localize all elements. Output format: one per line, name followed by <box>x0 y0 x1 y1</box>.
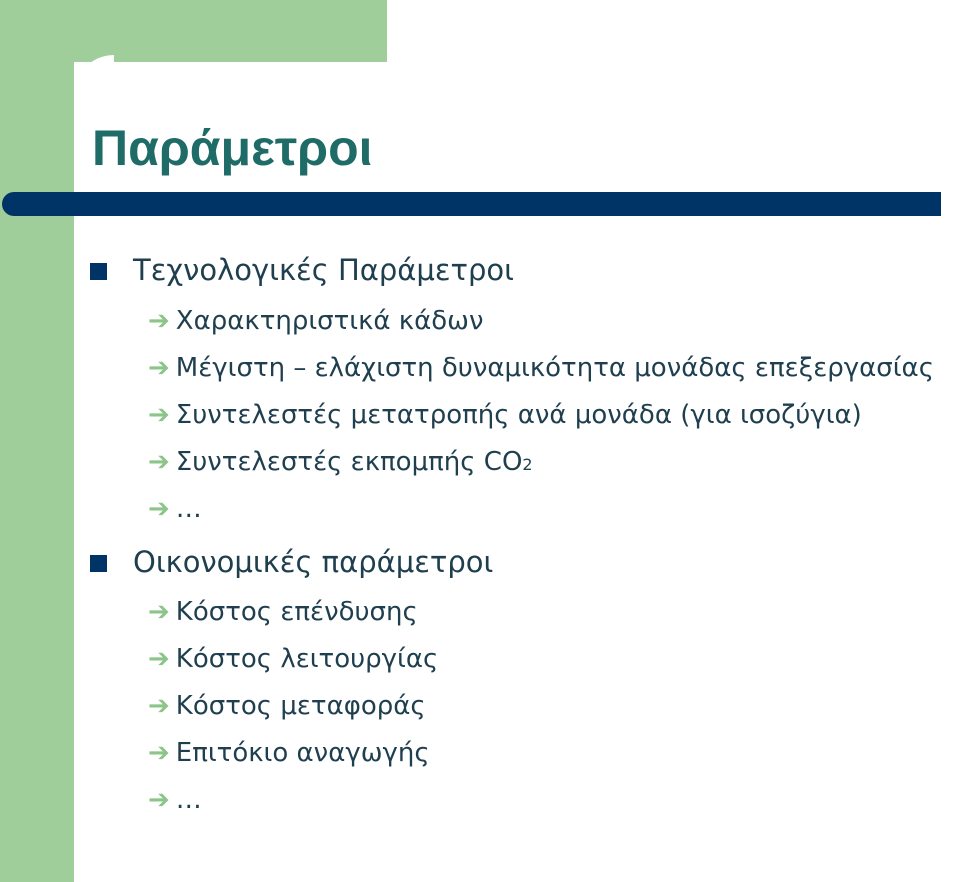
right-arrow-icon: ➔ <box>148 785 170 815</box>
section-heading-econ <box>90 545 493 579</box>
list-item <box>148 691 426 721</box>
list-item <box>148 353 934 383</box>
right-arrow-icon: ➔ <box>148 691 170 721</box>
list-item-label: Κόστος επένδυσης <box>175 597 418 627</box>
right-arrow-icon: ➔ <box>148 494 170 524</box>
right-arrow-icon: ➔ <box>148 306 170 336</box>
section-heading-tech <box>90 253 514 287</box>
list-item-label: Επιτόκιο αναγωγής <box>175 738 430 768</box>
right-arrow-icon: ➔ <box>148 353 170 383</box>
title-divider-bar <box>40 192 941 216</box>
list-item <box>148 447 533 477</box>
green-side-band <box>0 0 74 882</box>
list-item-label: Κόστος λειτουργίας <box>175 644 439 674</box>
co2-subscript: 2 <box>522 455 533 474</box>
list-item-label: … <box>175 785 202 815</box>
slide-title: Παράμετροι <box>92 120 373 176</box>
list-item-label: Μέγιστη – ελάχιστη δυναμικότητα μονάδας επεξεργασίας <box>175 353 934 383</box>
right-arrow-icon: ➔ <box>148 597 170 627</box>
list-item <box>148 738 430 768</box>
section-heading-label: Τεχνολογικές Παράμετροι <box>133 253 514 287</box>
right-arrow-icon: ➔ <box>148 447 170 477</box>
list-item <box>148 644 438 674</box>
square-bullet-icon <box>90 263 107 280</box>
square-bullet-icon <box>90 555 107 572</box>
list-item-label: … <box>175 494 202 524</box>
list-item <box>148 785 202 815</box>
list-item-label: Χαρακτηριστικά κάδων <box>175 306 484 336</box>
list-item-label: Κόστος μεταφοράς <box>175 691 426 721</box>
right-arrow-icon: ➔ <box>148 644 170 674</box>
list-item <box>148 494 202 524</box>
list-item-label: Συντελεστές εκπομπής CO <box>175 447 523 477</box>
list-item <box>148 306 483 336</box>
list-item <box>148 597 418 627</box>
list-item-label: Συντελεστές μετατροπής ανά μονάδα (για ισοζύγια) <box>175 400 862 430</box>
right-arrow-icon: ➔ <box>148 400 170 430</box>
section-heading-label: Οικονομικές παράμετροι <box>133 545 494 579</box>
list-item <box>148 400 862 430</box>
right-arrow-icon: ➔ <box>148 738 170 768</box>
